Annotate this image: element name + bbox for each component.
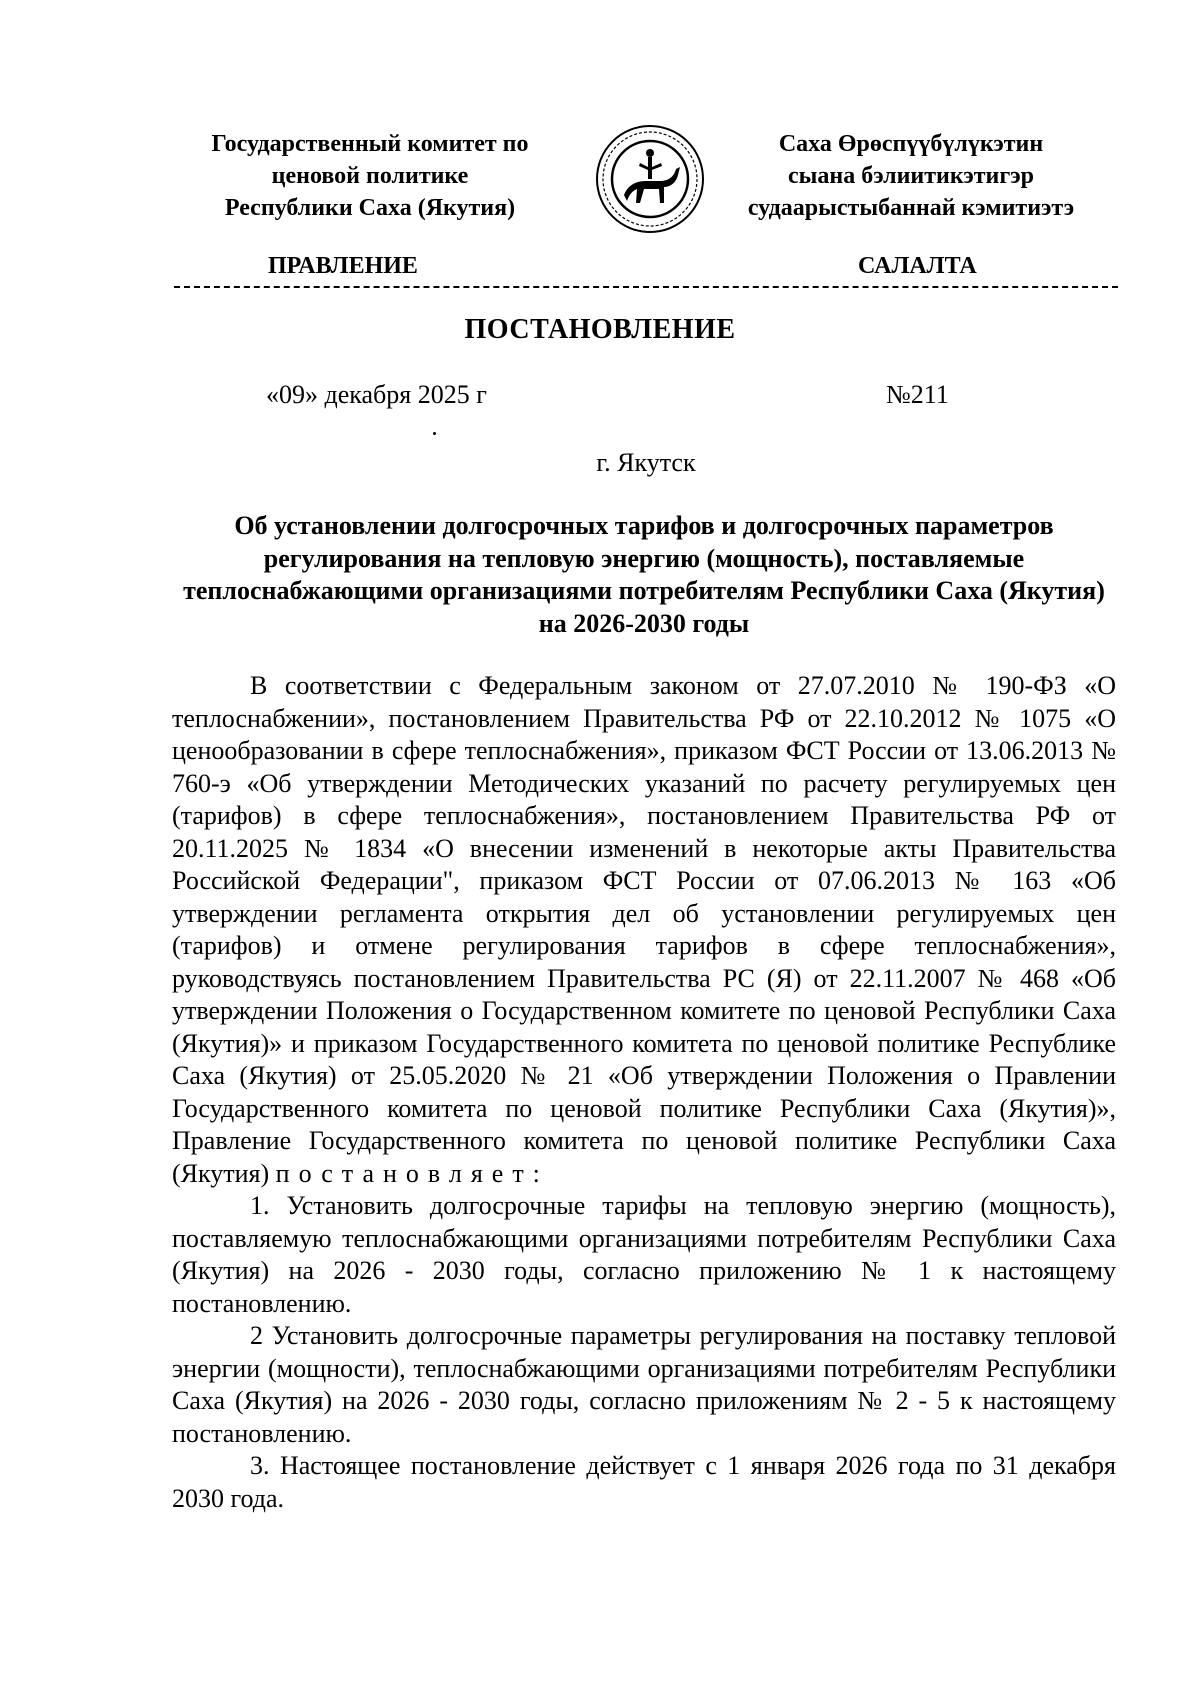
preamble-text: В соответствии с Федеральным законом от 27.07.2010 № 190-ФЗ «О теплоснабжении», постановлением Правительства РФ от 22.10.2012 № 1075 «О ценообразовании в сфере теплоснабжения», приказом ФСТ России от 13.06.2013 № 760-э «Об утверждении Методических указаний по расчету регулируемых цен (тарифов) в сфере теплоснабжения», постановлением Правительства РФ от 20.11.2025 № 1834 «О внесении изменений в некоторые акты Правительства Российской Федерации", приказом ФСТ России от 07.06.2013 № 163 «Об утверждении регламента открытия дел об установлении регулируемых цен (тарифов) и отмене регулирования тарифов в сфере теплоснабжения», руководствуясь постановлением Правительства РС (Я) от 22.11.2007 № 468 «Об утверждении Положения о Государственном комитете по ценовой Республики Саха (Якутия)» и приказом Государственного комитета по ценовой политике Республике Саха (Якутия) от 25.05.2020 № 21 «Об утверждении Положения о Правлении Государственного комитета по ценовой политике Республики Саха (Якутия)», Правление Государственного комитета по ценовой политике Республики Саха (Якутия) [172, 671, 1116, 1188]
document-title: ПОСТАНОВЛЕНИЕ [464, 314, 736, 345]
header-right-block [712, 128, 1110, 224]
header-right-line: Саха Өрөспүүбүлүкэтин [778, 131, 1044, 157]
board-label-ru: ПРАВЛЕНИЕ [268, 253, 418, 279]
header-right-line: судаарыстыбаннай кэмитиэтэ [747, 195, 1075, 221]
header-left-line: Республики Саха (Якутия) [224, 195, 516, 221]
decree-word: постановляет: [275, 1158, 549, 1188]
board-label-sakha: САЛАЛТА [858, 253, 977, 279]
body-item: 3. Настоящее постановление действует с 1 января 2026 года по 31 декабря 2030 года. [172, 1451, 1116, 1513]
body-item: 2 Установить долгосрочные параметры регулирования на поставку тепловой энергии (мощности), теплоснабжающими организациями потребителям Республики Саха (Якутия) на 2026 - 2030 годы, согласно приложениям № 2 - 5 к настоящему постановлению. [172, 1321, 1116, 1448]
document-city: г. Якутск [596, 448, 696, 477]
body-item: 1. Установить долгосрочные тарифы на тепловую энергию (мощность), поставляемую теплоснабжающими организациями потребителям Республики Саха (Якутия) на 2026 - 2030 годы, согласно приложению № 1 к настоящему постановлению. [172, 1191, 1116, 1318]
stray-dot [433, 432, 436, 435]
header-left-line: Государственный комитет по [211, 131, 529, 157]
dashed-divider [174, 286, 1118, 300]
body-preamble [172, 670, 1116, 1190]
document-body [172, 670, 1116, 1515]
document-date: «09» декабря 2025 г [266, 380, 487, 409]
document-number: №211 [886, 380, 949, 409]
header-right-line: сыана бэлиитикэтигэр [787, 163, 1034, 189]
document-subject: Об установлении долгосрочных тарифов и долгосрочных параметров регулирования на тепловую энергию (мощность), поставляемые теплоснабжающими организациями потребителям Республики Саха (Якутия) на 2026-2030 годы [183, 511, 1105, 638]
emblem-icon [594, 123, 706, 235]
header-left-line: ценовой политике [271, 163, 469, 189]
header-left-block [170, 128, 570, 224]
